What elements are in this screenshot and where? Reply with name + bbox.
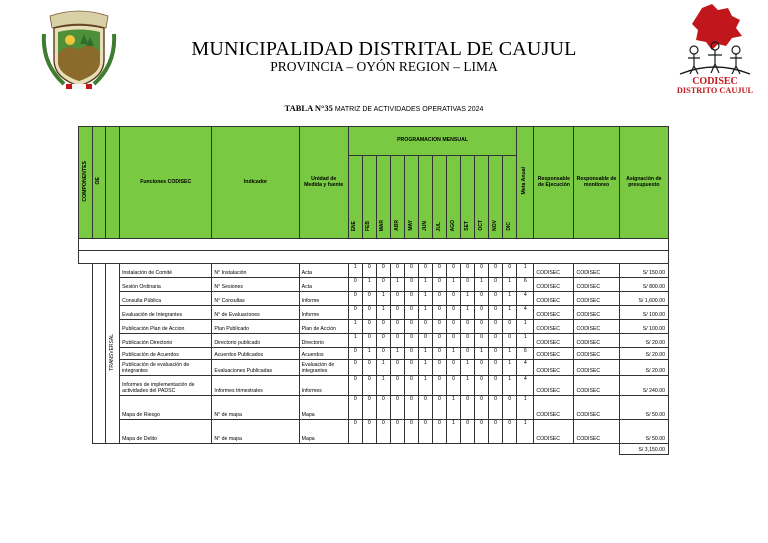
table-row xyxy=(79,348,669,360)
indicador-cell: Directorio publicado xyxy=(212,334,299,348)
month-value-cell: 0 xyxy=(447,264,461,278)
page-title: MUNICIPALIDAD DISTRITAL DE CAUJUL xyxy=(191,38,577,60)
unidad-cell: Mapa xyxy=(299,420,348,444)
month-value-cell: 0 xyxy=(432,320,446,334)
month-value-cell: 0 xyxy=(404,264,418,278)
funcion-cell: Publicación Directorio xyxy=(120,334,212,348)
month-header-nov: NOV xyxy=(489,156,503,239)
month-value-cell: 0 xyxy=(376,396,390,420)
month-value-cell: 0 xyxy=(475,420,489,444)
table-row xyxy=(79,306,669,320)
funcion-cell: Consulta Pública xyxy=(120,292,212,306)
meta-cell: 4 xyxy=(517,292,534,306)
page-subtitle: PROVINCIA – OYÓN REGION – LIMA xyxy=(270,59,498,74)
month-value-cell: 0 xyxy=(348,396,362,420)
month-value-cell: 0 xyxy=(475,320,489,334)
month-value-cell: 0 xyxy=(503,334,517,348)
month-value-cell: 0 xyxy=(432,334,446,348)
col-blank-header xyxy=(106,127,120,239)
month-value-cell: 0 xyxy=(475,334,489,348)
month-value-cell: 0 xyxy=(489,334,503,348)
month-value-cell: 0 xyxy=(489,320,503,334)
month-value-cell: 0 xyxy=(503,264,517,278)
monitoreo-cell: CODISEC xyxy=(574,306,619,320)
month-value-cell: 1 xyxy=(447,348,461,360)
month-value-cell: 0 xyxy=(432,360,446,376)
month-value-cell: 0 xyxy=(432,278,446,292)
month-value-cell: 0 xyxy=(461,320,475,334)
month-value-cell: 0 xyxy=(418,264,432,278)
table-row xyxy=(79,278,669,292)
col-asignacion-header: Asignación de presupuesto xyxy=(619,127,668,239)
responsable-cell: CODISEC xyxy=(534,396,574,420)
month-value-cell: 1 xyxy=(461,306,475,320)
codisec-logo xyxy=(672,2,758,94)
unidad-cell: Mapa xyxy=(299,396,348,420)
month-value-cell: 0 xyxy=(376,348,390,360)
month-value-cell: 0 xyxy=(503,420,517,444)
meta-cell: 1 xyxy=(517,396,534,420)
meta-cell: 1 xyxy=(517,334,534,348)
month-value-cell: 0 xyxy=(432,264,446,278)
month-header-oct: OCT xyxy=(475,156,489,239)
month-value-cell: 0 xyxy=(348,292,362,306)
month-value-cell: 0 xyxy=(489,420,503,444)
month-value-cell: 1 xyxy=(418,306,432,320)
col-indicador-header: Indicador xyxy=(212,127,299,239)
month-value-cell: 0 xyxy=(432,292,446,306)
month-value-cell: 0 xyxy=(447,292,461,306)
responsable-cell: CODISEC xyxy=(534,376,574,396)
month-value-cell: 0 xyxy=(348,348,362,360)
unidad-cell: Informe xyxy=(299,292,348,306)
month-value-cell: 0 xyxy=(447,320,461,334)
month-value-cell: 0 xyxy=(418,334,432,348)
monitoreo-cell: CODISEC xyxy=(574,320,619,334)
monitoreo-cell: CODISEC xyxy=(574,292,619,306)
month-header-ago: AGO xyxy=(447,156,461,239)
unidad-cell: Informes xyxy=(299,376,348,396)
month-value-cell: 0 xyxy=(475,292,489,306)
table-row xyxy=(79,420,669,444)
table-title: MATRIZ DE ACTIVIDADES OPERATIVAS 2024 xyxy=(332,106,484,113)
month-value-cell: 0 xyxy=(376,420,390,444)
month-value-cell: 0 xyxy=(461,348,475,360)
col-responsable-header: Responsable de Ejecución xyxy=(534,127,574,239)
col-monitoreo-header: Responsable de monitoreo xyxy=(574,127,619,239)
month-value-cell: 0 xyxy=(348,306,362,320)
month-value-cell: 0 xyxy=(362,420,376,444)
month-value-cell: 0 xyxy=(404,278,418,292)
funcion-cell: Mapa de Delito xyxy=(120,420,212,444)
responsable-cell: CODISEC xyxy=(534,320,574,334)
meta-cell: 6 xyxy=(517,348,534,360)
month-value-cell: 1 xyxy=(376,306,390,320)
month-value-cell: 0 xyxy=(376,278,390,292)
month-value-cell: 0 xyxy=(418,320,432,334)
month-value-cell: 0 xyxy=(432,420,446,444)
monitoreo-cell: CODISEC xyxy=(574,278,619,292)
month-value-cell: 0 xyxy=(461,396,475,420)
month-value-cell: 0 xyxy=(447,360,461,376)
month-value-cell: 0 xyxy=(489,396,503,420)
indicador-cell: Informes trimestrales xyxy=(212,376,299,396)
month-value-cell: 0 xyxy=(432,376,446,396)
month-value-cell: 0 xyxy=(404,376,418,396)
month-value-cell: 0 xyxy=(503,396,517,420)
col-funciones-header: Funciones CODISEC xyxy=(120,127,212,239)
responsable-cell: CODISEC xyxy=(534,264,574,278)
month-value-cell: 1 xyxy=(461,376,475,396)
month-value-cell: 1 xyxy=(376,360,390,376)
month-value-cell: 0 xyxy=(390,420,404,444)
municipal-coat-of-arms-logo xyxy=(40,4,118,92)
month-value-cell: 0 xyxy=(475,376,489,396)
col-oe-header: OE xyxy=(93,127,106,239)
funcion-cell: Evaluación de Integrantes xyxy=(120,306,212,320)
oe-cell xyxy=(93,264,106,444)
month-value-cell: 0 xyxy=(461,334,475,348)
month-value-cell: 0 xyxy=(489,306,503,320)
month-value-cell: 1 xyxy=(390,278,404,292)
month-value-cell: 0 xyxy=(404,420,418,444)
indicador-cell: N° Sesiones xyxy=(212,278,299,292)
month-value-cell: 0 xyxy=(404,360,418,376)
month-value-cell: 0 xyxy=(362,306,376,320)
codisec-logo-line1: CODISEC xyxy=(692,76,738,87)
month-header-set: SET xyxy=(461,156,475,239)
funcion-cell: Instalación de Comité xyxy=(120,264,212,278)
month-value-cell: 0 xyxy=(390,306,404,320)
asignacion-cell: S/ 20.00 xyxy=(619,334,668,348)
month-value-cell: 0 xyxy=(390,360,404,376)
month-value-cell: 1 xyxy=(418,278,432,292)
month-value-cell: 0 xyxy=(432,396,446,420)
month-value-cell: 0 xyxy=(489,264,503,278)
month-value-cell: 0 xyxy=(348,420,362,444)
month-header-abr: ABR xyxy=(390,156,404,239)
month-value-cell: 0 xyxy=(489,376,503,396)
activities-matrix-table xyxy=(78,126,669,455)
monitoreo-cell: CODISEC xyxy=(574,264,619,278)
month-value-cell: 1 xyxy=(503,292,517,306)
funcion-cell: Sesión Ordinaria xyxy=(120,278,212,292)
indicador-cell: N° Instalación xyxy=(212,264,299,278)
month-value-cell: 1 xyxy=(503,360,517,376)
spacer-row xyxy=(79,239,669,251)
month-value-cell: 1 xyxy=(390,348,404,360)
unidad-cell: Acta xyxy=(299,264,348,278)
col-unidad-header: Unidad de Medida y fuente xyxy=(299,127,348,239)
unidad-cell: Directorio xyxy=(299,334,348,348)
unidad-cell: Acta xyxy=(299,278,348,292)
month-value-cell: 0 xyxy=(447,376,461,396)
month-value-cell: 1 xyxy=(348,320,362,334)
month-value-cell: 0 xyxy=(362,396,376,420)
month-value-cell: 0 xyxy=(461,420,475,444)
month-value-cell: 0 xyxy=(362,264,376,278)
meta-cell: 1 xyxy=(517,320,534,334)
month-header-mar: MAR xyxy=(376,156,390,239)
month-value-cell: 1 xyxy=(348,334,362,348)
unidad-cell: Acuerdos xyxy=(299,348,348,360)
month-value-cell: 0 xyxy=(362,292,376,306)
indicador-cell: Evaluaciones Publicadas xyxy=(212,360,299,376)
month-value-cell: 1 xyxy=(461,360,475,376)
table-row xyxy=(79,264,669,278)
month-value-cell: 0 xyxy=(362,376,376,396)
responsable-cell: CODISEC xyxy=(534,420,574,444)
table-row xyxy=(79,320,669,334)
month-value-cell: 0 xyxy=(432,306,446,320)
month-value-cell: 1 xyxy=(376,376,390,396)
indicador-cell: N° de mapa xyxy=(212,420,299,444)
month-value-cell: 1 xyxy=(461,292,475,306)
month-value-cell: 0 xyxy=(404,292,418,306)
unidad-cell: Evaluación de integrantes xyxy=(299,360,348,376)
monitoreo-cell: CODISEC xyxy=(574,348,619,360)
meta-cell: 6 xyxy=(517,278,534,292)
asignacion-cell: S/ 100.00 xyxy=(619,320,668,334)
responsable-cell: CODISEC xyxy=(534,292,574,306)
month-value-cell: 0 xyxy=(362,334,376,348)
table-number: TABLA N°35 xyxy=(284,103,333,113)
month-value-cell: 0 xyxy=(362,360,376,376)
month-value-cell: 0 xyxy=(362,320,376,334)
month-value-cell: 0 xyxy=(489,278,503,292)
month-header-feb: FEB xyxy=(362,156,376,239)
month-value-cell: 0 xyxy=(461,278,475,292)
month-value-cell: 1 xyxy=(362,278,376,292)
indicador-cell: N° de mapa xyxy=(212,396,299,420)
responsable-cell: CODISEC xyxy=(534,278,574,292)
asignacion-cell: S/ 100.00 xyxy=(619,306,668,320)
month-value-cell: 0 xyxy=(404,306,418,320)
funcion-cell: Publicación Plan de Accion xyxy=(120,320,212,334)
month-value-cell: 0 xyxy=(390,320,404,334)
funcion-cell: Mapa de Riesgo xyxy=(120,396,212,420)
month-value-cell: 1 xyxy=(503,278,517,292)
month-value-cell: 0 xyxy=(390,264,404,278)
unidad-cell: Informe xyxy=(299,306,348,320)
monitoreo-cell: CODISEC xyxy=(574,334,619,348)
month-value-cell: 0 xyxy=(348,376,362,396)
month-value-cell: 1 xyxy=(418,360,432,376)
month-value-cell: 0 xyxy=(418,420,432,444)
month-value-cell: 1 xyxy=(503,376,517,396)
month-value-cell: 1 xyxy=(376,292,390,306)
asignacion-cell: S/ 20.00 xyxy=(619,360,668,376)
meta-cell: 4 xyxy=(517,306,534,320)
col-componentes-header: COMPONENTES xyxy=(79,127,93,239)
asignacion-cell: S/ 240.00 xyxy=(619,376,668,396)
indicador-cell: Acuerdos Publicados xyxy=(212,348,299,360)
responsable-cell: CODISEC xyxy=(534,348,574,360)
month-value-cell: 0 xyxy=(418,396,432,420)
month-value-cell: 0 xyxy=(475,264,489,278)
meta-cell: 4 xyxy=(517,360,534,376)
responsable-cell: CODISEC xyxy=(534,360,574,376)
month-value-cell: 0 xyxy=(447,306,461,320)
asignacion-cell: S/ 50.00 xyxy=(619,420,668,444)
month-value-cell: 1 xyxy=(475,348,489,360)
programacion-mensual-header: PROGRAMACION MENSUAL xyxy=(348,127,517,156)
month-value-cell: 0 xyxy=(376,320,390,334)
month-header-may: MAY xyxy=(404,156,418,239)
month-value-cell: 0 xyxy=(390,292,404,306)
month-header-dic: DIC xyxy=(503,156,517,239)
month-value-cell: 1 xyxy=(418,348,432,360)
unidad-cell: Plan de Acción xyxy=(299,320,348,334)
month-value-cell: 0 xyxy=(390,396,404,420)
component-label-cell xyxy=(106,264,120,444)
month-header-jul: JUL xyxy=(432,156,446,239)
month-value-cell: 0 xyxy=(475,360,489,376)
table-row xyxy=(79,360,669,376)
month-value-cell: 0 xyxy=(489,348,503,360)
month-value-cell: 0 xyxy=(390,334,404,348)
month-value-cell: 0 xyxy=(475,396,489,420)
month-value-cell: 0 xyxy=(404,348,418,360)
asignacion-cell: S/ 1,600.00 xyxy=(619,292,668,306)
month-value-cell: 1 xyxy=(348,264,362,278)
asignacion-cell: S/ 20.00 xyxy=(619,348,668,360)
meta-cell: 1 xyxy=(517,264,534,278)
month-value-cell: 0 xyxy=(390,376,404,396)
month-value-cell: 0 xyxy=(404,396,418,420)
meta-cell: 1 xyxy=(517,420,534,444)
month-value-cell: 1 xyxy=(475,278,489,292)
month-value-cell: 0 xyxy=(447,334,461,348)
month-value-cell: 0 xyxy=(489,360,503,376)
componentes-cell xyxy=(79,264,93,444)
total-amount: S/ 3,150.00 xyxy=(619,444,668,455)
month-value-cell: 1 xyxy=(503,306,517,320)
month-header-ene: ENE xyxy=(348,156,362,239)
funcion-cell: Publicación de evaluación de integrantes xyxy=(120,360,212,376)
month-header-jun: JUN xyxy=(418,156,432,239)
monitoreo-cell: CODISEC xyxy=(574,376,619,396)
col-meta-header: Meta Anual xyxy=(517,127,534,239)
month-value-cell: 1 xyxy=(362,348,376,360)
month-value-cell: 1 xyxy=(447,396,461,420)
table-row xyxy=(79,396,669,420)
indicador-cell: N° Consultas xyxy=(212,292,299,306)
month-value-cell: 1 xyxy=(447,420,461,444)
asignacion-cell: S/ 50.00 xyxy=(619,396,668,420)
month-value-cell: 0 xyxy=(489,292,503,306)
month-value-cell: 1 xyxy=(503,348,517,360)
month-value-cell: 0 xyxy=(432,348,446,360)
month-value-cell: 1 xyxy=(447,278,461,292)
month-value-cell: 0 xyxy=(348,360,362,376)
table-caption xyxy=(150,103,618,113)
month-value-cell: 0 xyxy=(348,278,362,292)
spacer-row xyxy=(79,251,669,264)
responsable-cell: CODISEC xyxy=(534,306,574,320)
month-value-cell: 0 xyxy=(376,264,390,278)
asignacion-cell: S/ 800.00 xyxy=(619,278,668,292)
monitoreo-cell: CODISEC xyxy=(574,420,619,444)
responsable-cell: CODISEC xyxy=(534,334,574,348)
component-label: TRANSVERSAL xyxy=(108,333,115,371)
monitoreo-cell: CODISEC xyxy=(574,360,619,376)
table-row xyxy=(79,376,669,396)
month-value-cell: 0 xyxy=(376,334,390,348)
month-value-cell: 0 xyxy=(503,320,517,334)
month-value-cell: 0 xyxy=(461,264,475,278)
table-row xyxy=(79,334,669,348)
month-value-cell: 0 xyxy=(475,306,489,320)
month-value-cell: 1 xyxy=(418,292,432,306)
month-value-cell: 0 xyxy=(404,334,418,348)
table-row xyxy=(79,292,669,306)
month-value-cell: 0 xyxy=(404,320,418,334)
codisec-logo-line2: DISTRITO CAUJUL xyxy=(676,86,754,94)
funcion-cell: Informes de implementación de actividades del PADSC xyxy=(120,376,212,396)
asignacion-cell: S/ 150.00 xyxy=(619,264,668,278)
indicador-cell: Plan Publicado xyxy=(212,320,299,334)
funcion-cell: Publicación de Acuerdos xyxy=(120,348,212,360)
meta-cell: 4 xyxy=(517,376,534,396)
monitoreo-cell: CODISEC xyxy=(574,396,619,420)
indicador-cell: N° de Evaluaciones xyxy=(212,306,299,320)
month-value-cell: 1 xyxy=(418,376,432,396)
